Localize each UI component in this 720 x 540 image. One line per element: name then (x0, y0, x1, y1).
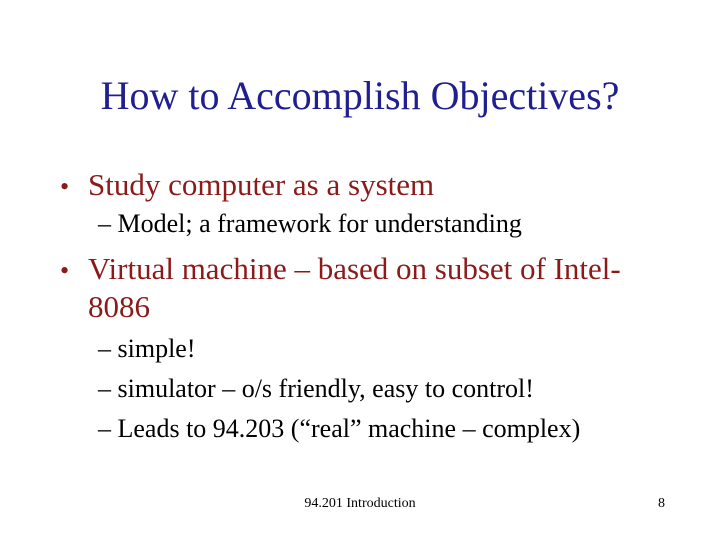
page-number: 8 (658, 496, 665, 511)
sub-item: – simple! (98, 334, 196, 363)
slide-title: How to Accomplish Objectives? (100, 73, 620, 118)
bullet-text-line-1: Virtual machine – based on subset of Intel- (88, 251, 621, 286)
bullet-2 (60, 250, 621, 326)
bullet-text: Study computer as a system (88, 167, 435, 202)
sub-item: – Model; a framework for understanding (98, 209, 522, 238)
bullet-marker: • (60, 172, 70, 201)
sub-item: – simulator – o/s friendly, easy to control! (98, 374, 534, 403)
bullet-text-line-2: 8086 (88, 289, 150, 324)
sub-item: – Leads to 94.203 (“real” machine – complex) (98, 414, 581, 443)
footer-course-label: 94.201 Introduction (304, 496, 416, 511)
bullet-marker: • (60, 256, 70, 285)
bullet-1 (60, 166, 434, 204)
